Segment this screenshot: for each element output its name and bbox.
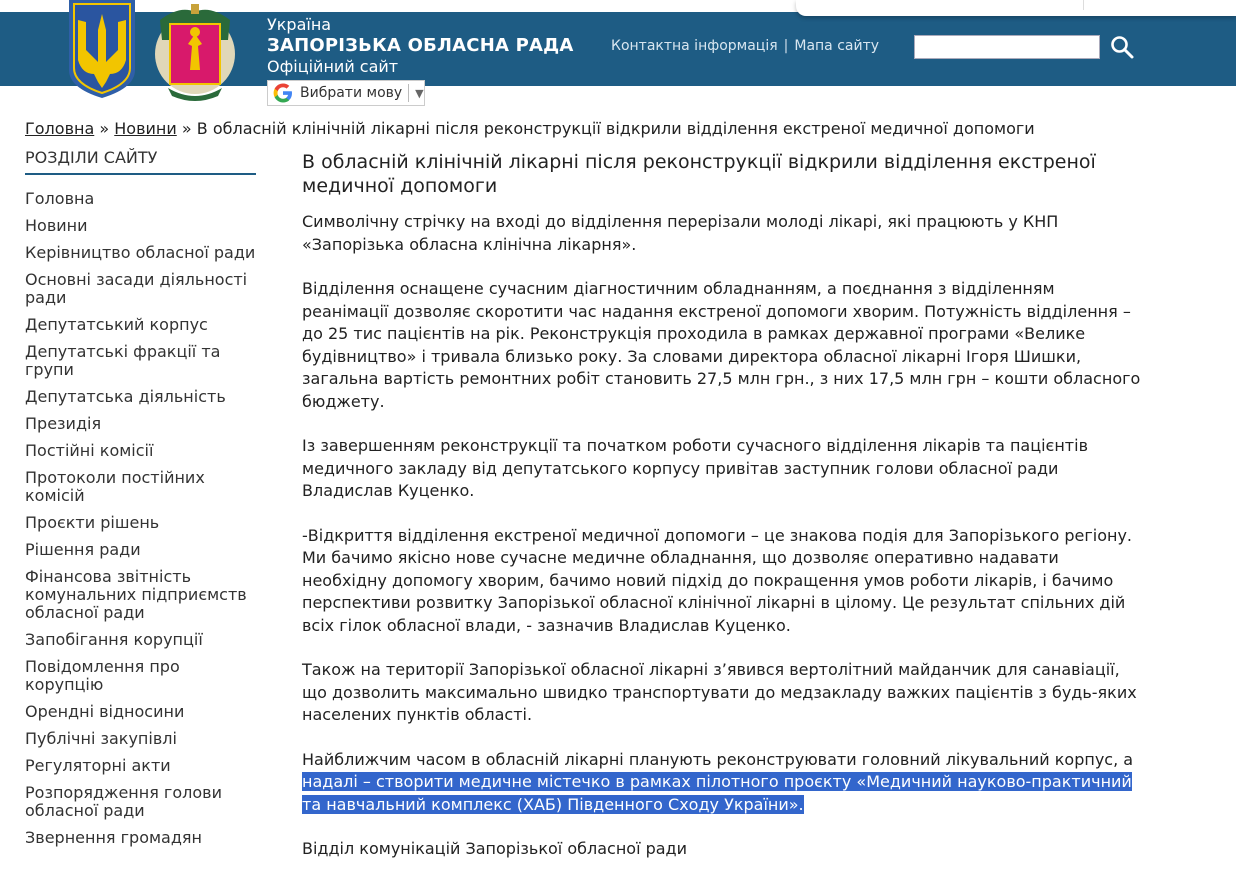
sidebar [25,148,256,856]
top-links [611,38,879,54]
sidebar-item-commission-protocols[interactable]: Протоколи постійних комісій [25,468,205,505]
sidebar-item-news[interactable]: Новини [25,216,88,235]
paragraph-text: Найближчим часом в обласній лікарні планують реконструювати головний лікувальний корпус, а [302,749,1134,769]
official-site-label: Офіційний сайт [267,56,399,76]
search-icon[interactable] [1109,34,1135,60]
article [302,150,1142,883]
sidebar-item-regulatory[interactable]: Регуляторні акти [25,756,171,775]
article-paragraph: Символічну стрічку на вході до відділення перерізали молоді лікарі, які працюють у КНП «Запорізька обласна клінічна лікарня». [302,212,1059,254]
search-input[interactable] [914,35,1100,59]
ukraine-coat-of-arms-icon [66,0,138,98]
sidebar-menu [25,190,256,847]
breadcrumb [25,119,1035,138]
article-paragraph: Із завершенням реконструкції та початком роботи сучасного відділення лікарів та пацієнтів медичного закладу від депутатського корпусу привітав заступник голови обласної ради Владислав Куценко. [302,436,1088,500]
sidebar-item-deputies[interactable]: Депутатський корпус [25,315,208,334]
sidebar-item-financial-reports[interactable]: Фінансова звітність комунальних підприємств обласної ради [25,567,247,622]
sidebar-heading: РОЗДІЛИ САЙТУ [25,148,256,175]
sidebar-item-procurement[interactable]: Публічні закупівлі [25,729,177,748]
top-white-panel [796,0,1236,16]
selected-text: надалі – створити медичне містечко в рамках пілотного проєкту «Медичний науково-практичний та навчальний комплекс (ХАБ) Південного Сходу України». [302,772,1132,814]
breadcrumb-separator: » [181,119,192,138]
language-select[interactable] [267,80,425,106]
breadcrumb-current: В обласній клінічній лікарні після реконструкції відкрили відділення екстреної медичної допомоги [196,119,1035,138]
sidebar-item-anticorruption[interactable]: Запобігання корупції [25,630,203,649]
council-name[interactable]: ЗАПОРІЗЬКА ОБЛАСНА РАДА [267,34,574,56]
sitemap-link[interactable]: Мапа сайту [794,38,880,54]
sidebar-item-deputy-activity[interactable]: Депутатська діяльність [25,387,226,406]
sidebar-item-commissions[interactable]: Постійні комісії [25,441,154,460]
sidebar-item-factions[interactable]: Депутатські фракції та групи [25,342,221,379]
zaporizhzhia-region-emblem-icon [150,0,240,104]
language-select-label: Вибрати мову [300,85,403,101]
dropdown-arrow-icon: ▼ [415,86,424,100]
breadcrumb-home-link[interactable]: Головна [25,119,95,138]
sidebar-item-draft-decisions[interactable]: Проєкти рішень [25,513,160,532]
country-label: Україна [267,15,332,34]
article-paragraph: Відділення оснащене сучасним діагностичним обладнанням, а поєднання з відділенням реанімації дозволяє скоротити час надання екстреної допомоги хворим. Потужність відділення – до 25 тис пацієнтів на рік. Реконструкція проходила в рамках державної програми «Велике будівництво» і тривала близько року. За словами директора обласної лікарні Ігоря Шишки, загальна вартість ремонтних робіт становить 27,5 млн грн., з них 17,5 млн грн – кошти обласного бюджету. [302,279,1141,411]
contact-info-link[interactable]: Контактна інформація [611,38,778,54]
article-signature: Відділ комунікацій Запорізької обласної ради [302,839,688,858]
link-separator: | [783,38,789,54]
article-title: В обласній клінічній лікарні після реконструкції відкрили відділення екстреної медичної допомоги [302,151,1096,197]
article-paragraph: Також на території Запорізької обласної лікарні з’явився вертолітний майданчик для санавіації, що дозволить максимально швидко транспортувати до медзакладу важких пацієнтів з будь-яких населених пунктів області. [302,660,1137,724]
article-paragraph: -Відкриття відділення екстреної медичної допомоги – це знакова подія для Запорізького регіону. Ми бачимо якісно нове сучасне медичне обладнання, що дозволяє оперативно надавати необхідну допомогу хворим, бачимо новий підхід до покращення умов роботи лікарів, і бачимо перспективи розвитку Запорізької обласної клінічної лікарні в цілому. Це результат спільних дій всіх гілок обласної влади, - зазначив Владислав Куценко. [302,525,1133,635]
article-paragraph [302,749,1142,817]
select-divider [408,84,409,102]
sidebar-item-home[interactable]: Головна [25,189,95,208]
sidebar-item-corruption-report[interactable]: Повідомлення про корупцію [25,657,180,694]
sidebar-item-decisions[interactable]: Рішення ради [25,540,141,559]
site-title [267,17,573,75]
sidebar-item-orders[interactable]: Розпорядження голови обласної ради [25,783,222,820]
sidebar-item-presidium[interactable]: Президія [25,414,102,433]
sidebar-item-leases[interactable]: Орендні відносини [25,702,185,721]
sidebar-item-leadership[interactable]: Керівництво обласної ради [25,243,256,262]
google-icon [272,82,294,104]
sidebar-item-principles[interactable]: Основні засади діяльності ради [25,270,248,307]
breadcrumb-news-link[interactable]: Новини [114,119,177,138]
sidebar-item-appeals[interactable]: Звернення громадян [25,828,202,847]
breadcrumb-separator: » [99,119,110,138]
